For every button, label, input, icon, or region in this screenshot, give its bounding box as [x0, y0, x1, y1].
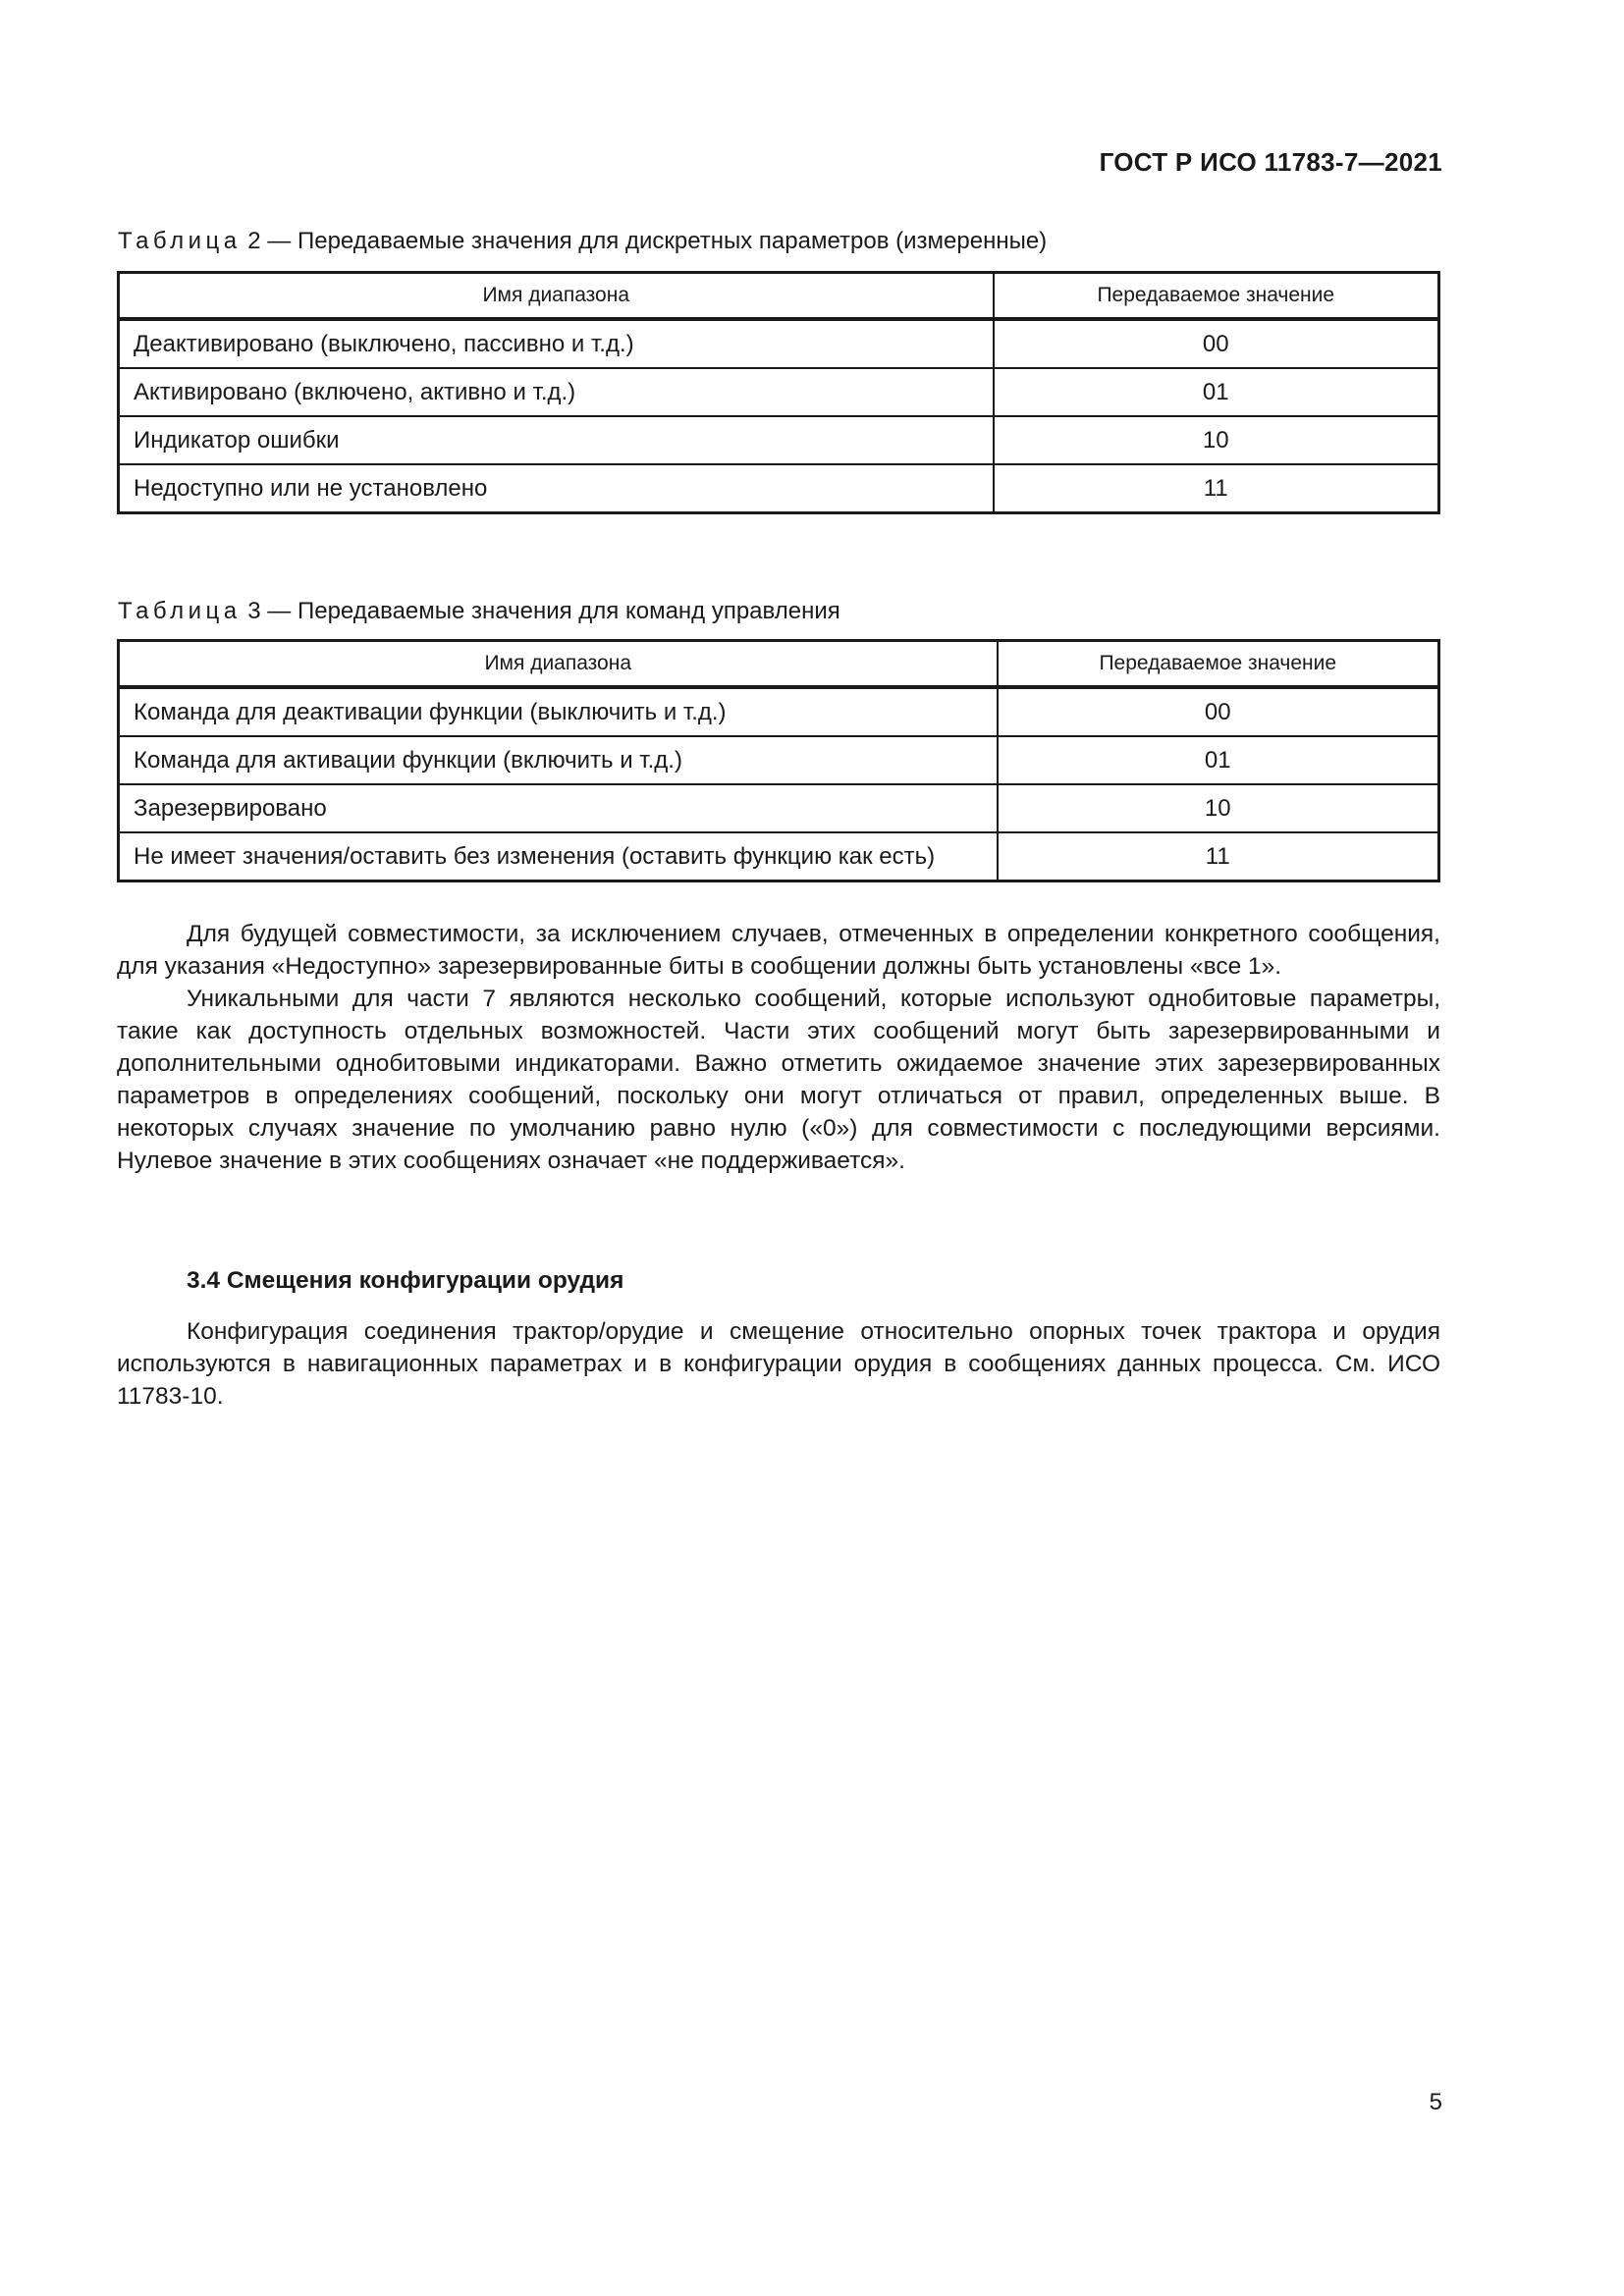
value-cell: 00	[998, 687, 1439, 736]
caption-text: 3 — Передаваемые значения для команд управления	[247, 598, 840, 624]
document-header: ГОСТ Р ИСО 11783-7—2021	[1099, 147, 1442, 177]
table-header-row	[119, 273, 1439, 320]
value-cell: 10	[998, 784, 1439, 832]
column-header-range-name: Имя диапазона	[119, 273, 994, 320]
range-name-cell: Деактивировано (выключено, пассивно и т.д.)	[119, 319, 994, 368]
table-row	[119, 319, 1439, 368]
range-name-cell: Не имеет значения/оставить без изменения (оставить функцию как есть)	[119, 832, 998, 881]
value-cell: 01	[998, 736, 1439, 784]
table-row	[119, 832, 1439, 881]
value-cell: 01	[994, 368, 1439, 416]
value-cell: 00	[994, 319, 1439, 368]
range-name-cell: Команда для деактивации функции (выключить и т.д.)	[119, 687, 998, 736]
paragraph-configuration: Конфигурация соединения трактор/орудие и смещение относительно опорных точек трактора и орудия используются в навигационных параметрах и в конфигурации орудия в сообщениях данных процесса. См. ИСО 11783-10.	[117, 1318, 1440, 1410]
range-name-cell: Зарезервировано	[119, 784, 998, 832]
table-row	[119, 368, 1439, 416]
paragraph-single-bit: Уникальными для части 7 являются несколько сообщений, которые используют однобитовые параметры, такие как доступность отдельных возможностей. Части этих сообщений могут быть зарезервированными и дополнительными однобитовыми индикаторами. Важно отметить ожидаемое значение этих зарезервированных параметров в определениях сообщений, поскольку они могут отличаться от правил, определенных выше. В некоторых случаях значение по умолчанию равно нулю («0») для совместимости с последующими версиями. Нулевое значение в этих сообщениях означает «не поддерживается».	[117, 986, 1440, 1174]
table-row	[119, 416, 1439, 464]
page-number: 5	[1429, 2089, 1442, 2115]
caption-label: Таблица	[118, 228, 242, 254]
range-name-cell: Активировано (включено, активно и т.д.)	[119, 368, 994, 416]
table-2-caption	[118, 228, 1047, 255]
column-header-value: Передаваемое значение	[998, 641, 1439, 688]
table-3-caption	[118, 598, 840, 625]
section-heading: 3.4 Смещения конфигурации орудия	[187, 1267, 624, 1294]
value-cell: 10	[994, 416, 1439, 464]
caption-text: 2 — Передаваемые значения для дискретных параметров (измеренные)	[247, 228, 1048, 254]
table-row	[119, 784, 1439, 832]
range-name-cell: Индикатор ошибки	[119, 416, 994, 464]
value-cell: 11	[994, 464, 1439, 513]
table-row	[119, 687, 1439, 736]
caption-label: Таблица	[118, 598, 242, 624]
table-row	[119, 464, 1439, 513]
body-text	[117, 918, 1440, 1177]
paragraph-compatibility: Для будущей совместимости, за исключением случаев, отмеченных в определении конкретного сообщения, для указания «Недоступно» зарезервированные биты в сообщении должны быть установлены «все 1».	[117, 921, 1440, 980]
table-2	[117, 271, 1440, 514]
range-name-cell: Команда для активации функции (включить и т.д.)	[119, 736, 998, 784]
value-cell: 11	[998, 832, 1439, 881]
column-header-value: Передаваемое значение	[994, 273, 1439, 320]
table-row	[119, 736, 1439, 784]
table-header-row	[119, 641, 1439, 688]
column-header-range-name: Имя диапазона	[119, 641, 998, 688]
table-3	[117, 639, 1440, 882]
range-name-cell: Недоступно или не установлено	[119, 464, 994, 513]
section-body	[117, 1315, 1440, 1413]
